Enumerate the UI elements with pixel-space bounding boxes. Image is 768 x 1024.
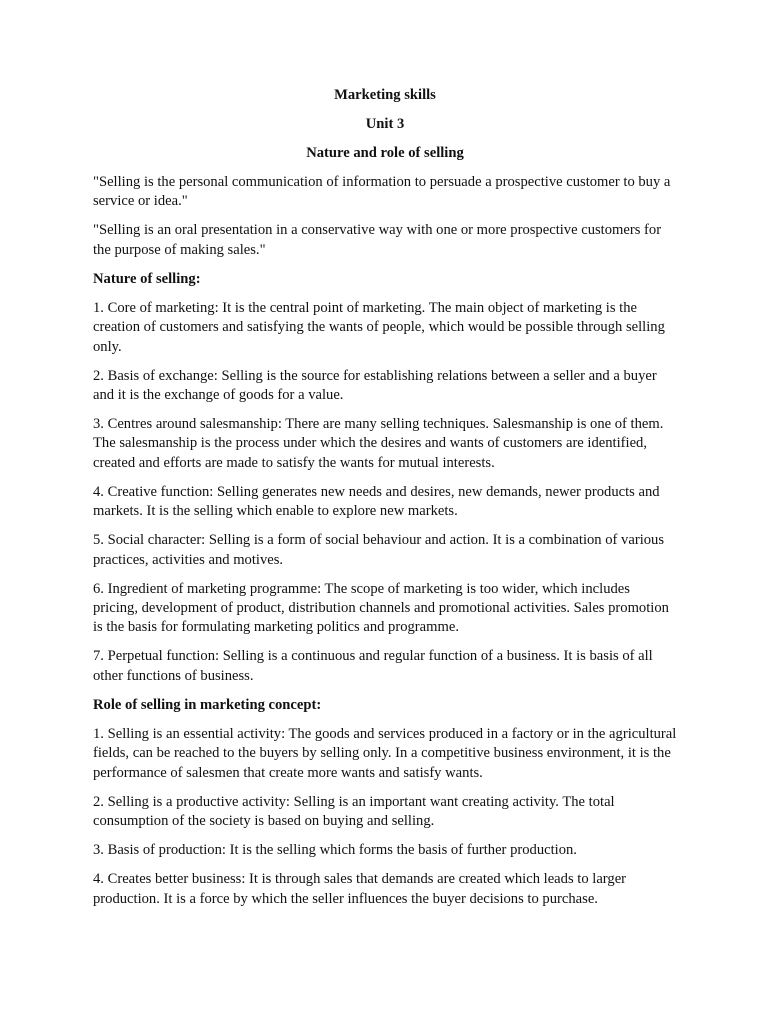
section-heading-nature: Nature of selling: — [93, 270, 201, 287]
document-subtitle: Nature and role of selling — [306, 145, 464, 161]
section-heading-role: Role of selling in marketing concept: — [93, 696, 322, 713]
definition-paragraph: "Selling is an oral presentation in a conservative way with one or more prospective customers for the purpose of making sales." — [93, 222, 662, 258]
nature-item: 2. Basis of exchange: Selling is the source for establishing relations between a seller and a buyer and it is the exchange of goods for a value. — [93, 367, 657, 404]
role-item: 4. Creates better business: It is through sales that demands are created which leads to larger production. It is a force by which the seller influences the buyer decisions to purchase. — [93, 871, 627, 907]
definition-paragraph: "Selling is the personal communication of information to persuade a prospective customer to buy a service or idea." — [93, 174, 671, 210]
unit-label: Unit 3 — [365, 116, 405, 132]
nature-item: 4. Creative function: Selling generates new needs and desires, new demands, newer products and markets. It is the selling which enable to explore new markets. — [93, 483, 660, 520]
nature-item: 3. Centres around salesmanship: There are many selling techniques. Salesmanship is one of them. The salesmanship is the process under which the desires and wants of customers are identified, created and efforts are made to satisfy the wants for mutual interests. — [93, 416, 664, 471]
nature-item: 1. Core of marketing: It is the central point of marketing. The main object of marketing is the creation of customers and satisfying the wants of people, which would be possible through selling only. — [93, 299, 665, 355]
document-body — [93, 86, 677, 919]
role-item: 3. Basis of production: It is the selling which forms the basis of further production. — [93, 842, 577, 859]
role-item: 2. Selling is a productive activity: Selling is an important want creating activity. The total consumption of the society is based on buying and selling. — [93, 793, 615, 830]
nature-item: 7. Perpetual function: Selling is a continuous and regular function of a business. It is basis of all other functions of business. — [93, 648, 653, 684]
document-title: Marketing skills — [334, 87, 436, 103]
nature-item: 5. Social character: Selling is a form of social behaviour and action. It is a combination of various practices, activities and motives. — [93, 532, 665, 568]
nature-item: 6. Ingredient of marketing programme: The scope of marketing is too wider, which includes pricing, development of product, distribution channels and promotional activities. Sales promotion is the basis for formulating marketing politics and programme. — [93, 580, 669, 636]
role-item: 1. Selling is an essential activity: The goods and services produced in a factory or in the agricultural fields, can be reached to the buyers by selling only. In a competitive business environment, it is the performance of salesmen that create more wants and satisfy wants. — [93, 725, 677, 781]
